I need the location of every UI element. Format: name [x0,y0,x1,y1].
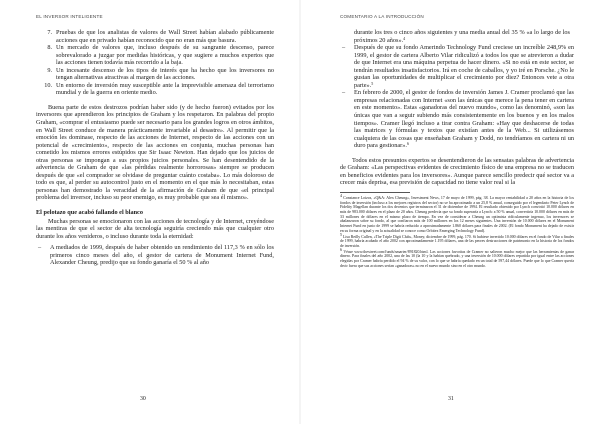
running-header-left: EL INVERSOR INTELIGENTE [36,14,103,19]
footnote-text: Constance Loizos, «Q&A: Alex Cheung», Investment News, 17 de mayo de 1999, pág. 38. La mayor rentabilidad a 20 años en la historia de los fondos de inversión (incluso a los mejores registros del sector) no se ha aproximado a un 25,8 % anual, conseguido por el legendario Peter Lynch de Fidelity Magellan durante los dos decenios que terminaron el 31 de diciembre de 1994. El resultado obtenido por Lynch convirtió 10.000 dólares en más de 983.000 dólares en el plazo de 20 años. Cheung predecía que su fondo superaría a Lynch: a 50 % anual, convertiría 10.000 dólares en más de 33 millones de dólares en el mismo plazo de tiempo. En vez de considerar a Cheung un optimista ridículamente ingenuo, los inversores se abalanzaron sobre su fondo, al que confiaron más de 100 millones en los 12 meses siguientes. Una inversión de 10.000 dólares en el Monument Internet Fund en junio de 1999 se habría reducido a aproximadamente 1.860 dólares para finales de 2002. (El fondo Monument ha dejado de existir en su forma original y en la actualidad se conoce como Orbitex Emerging Technology Fund). [340,195,574,233]
continued-text-body: durante los tres o cinco años siguientes y una media anual del 35 % «a lo largo de los próximos 20 años». [354,29,570,44]
dash-item [36,244,274,267]
list-item [36,44,274,67]
footnote-ref: 5 [371,80,374,86]
dash-text: En febrero de 2000, el gestor de fondos de inversión James J. Cramer proclamó que las empresas relacionadas con Internet «son las únicas que merece la pena tener en cartera en este momento». Estas «ganadoras del nuevo mundo», como las denominó, «son las únicas que van a seguir subiendo más consistentemente en los buenos y en los malos tiempos». Cramer llegó incluso a tirar contra Graham: «Hay que deshacerse de todas las matrices y fórmulas y textos que existían antes de la Web... Si utilizásemos cualquiera de las cosas que enseñaban Graham y Dodd, no tendríamos en cartera ni un duro para gestionar». [354,89,574,150]
footnote [340,231,575,249]
body-paragraph: Buena parte de estos destrozos podrían haber sido (y de hecho fueron) evitados por los inversores que aprendieron los principios de Graham y los respetaron. En palabras del propio Graham, «comprar el entusiasmo puede ser necesario para los grandes logros en otros ámbitos, en Wall Street conduce de manera prácticamente invariable al desastre». Al permitir que la emoción les dominase, respecto de las acciones de Internet, respecto de las acciones con un potencial de «crecimiento», respecto de las acciones en conjunta, muchas personas han cometido los mismos errores estúpidos que Sir Isaac Newton. Han dejado que los juicios de otras personas se impongan a sus propios juicios personales. Se han desentendido de la advertencia de Graham de que «las pérdidas realmente horrorosas» siempre se producen después de que «el comprador se olvidase de preguntar cuánto costaba». Lo más doloroso de todo es que, al perder su autocontrol justo en el momento en el que más lo necesitaban, estas personas han demostrado la veracidad de la afirmación de Graham de que «el principal problema del inversor, incluso su peor enemigo, es muy probable que sea él mismo». [36,103,274,202]
footnote-text: Lisa Reilly Cullen, «The Triple Digit Club», Money, diciembre de 1999, pág. 170. Si hubiese invertido 10.000 dólares en el fondo de Vilar a finales de 1999, habría acabado el año 2002 con aproximadamente 1.195 dólares, una de las peores destrucciones de patrimonio en la historia de los fondos de inversión. [340,234,575,248]
dash-text: Después de que su fondo Amerindo Technology Fund creciese un increíble 248,9% en 1999, el gestor de cartera Alberto Vilar ridiculizó a todos los que se atrevieron a dudar de que Internet era una máquina perpetua de hacer dinero. «Si no está en este sector, se tendrán resultados insatisfactorios. Irá en coche de caballos, y yo iré en Porsche. ¿No le gustan las oportunidades de multiplicar el crecimiento por diez? Entonces vete a otra parte». [354,44,574,89]
list-text: Un entorno de inversión muy susceptible ante la imprevisible amenaza del terrorismo mundial y de la guerra en oriente medio. [56,81,274,97]
dash-text: A mediados de 1999, después de haber obtenido un rendimiento del 117,3 % en sólo los primeros cinco meses del año, el gestor de cartera de Monument Internet Fund, Alexander Cheung, predijo que su fondo ganaría el 50 % al año [50,244,274,267]
continued-text [340,29,574,44]
body-paragraph: Todos estos presuntos expertos se desentendieron de las sensatas palabras de advertencia de Graham: «Las perspectivas evidentes de crecimiento físico de una empresa no se traducen en beneficios evidentes para los inversores». Aunque parece sencillo predecir qué sector va a crecer más deprisa, esa previsión de capacidad no tiene valor real si la [340,156,574,187]
dash-marker: – [342,89,346,97]
right-page [300,0,600,424]
footnote-ref: 4 [403,35,406,41]
footnotes [340,192,575,269]
footnote-number: 4 [340,192,342,198]
footnote-number: 6 [340,246,342,252]
footnote-text: Véase www.thestreet.com/funds/smarter/891820.html. Las acciones favoritas de Cramer no salieron mucho mejor que las herramientas de ganar dinero. Para finales del año 2002, una de las 10 (la 10 y la habían quebrado, y una inversión de 10.000 dólares repartida por igual entre las acciones elegidas por Cramer habría perdido el 94 % de su valor, con lo que se habría quedado en un total de 597,44 dólares. Puede que lo que Cramer quería decir fuera que sus acciones serían «ganadoras» no en el nuevo mundo sino en el otro mundo. [340,249,574,268]
section-subheading: El pelotazo que acabó fallando el blanco [36,209,143,217]
footnote-rule [340,192,410,193]
dash-list [340,44,574,150]
page-number-right: 31 [448,396,454,402]
running-header-right: COMENTARIO A LA INTRODUCCIÓN [340,14,424,19]
page-number-left: 30 [140,396,146,402]
dash-item [340,89,574,149]
footnote [340,192,574,234]
dash-marker: – [38,244,42,252]
dash-item [340,44,574,89]
footnote-number: 5 [340,231,342,237]
list-number: 9. [47,66,52,74]
list-number: 10. [44,81,52,89]
left-text-column [36,29,274,267]
list-text: Un mercado de valores que, incluso después de su sangrante descenso, parece sobrevalorado a juzgar por medidas históricas, y que sugiere a muchos expertos que las acciones tienen todavía más recorrido a la baja. [56,44,274,67]
list-text: Un incesante descenso de los tipos de interés que ha hecho que los inversores no tengan alternativas atractivas al margen de las acciones. [56,66,274,82]
list-item [36,67,274,82]
list-item [36,82,274,97]
footnote [340,246,574,269]
footnote-ref: 6 [406,141,409,147]
list-text: Pruebas de que los analistas de valores de Wall Street habían alabado públicamente acciones que en privado habían reconocido que no eran más que basura. [56,29,274,44]
right-text-column [340,29,574,269]
body-paragraph: Muchas personas se emocionaron con las acciones de tecnología y de Internet, creyéndose las mentiras de que el sector de alta tecnología seguiría creciendo más que cualquier otro durante los años venideros, o incluso durante toda la eternidad: [36,217,274,240]
list-number: 8. [47,44,52,52]
numbered-list [36,29,274,97]
dash-list [36,244,274,267]
list-item [36,29,274,44]
dash-marker: – [342,44,346,52]
list-number: 7. [47,29,52,36]
